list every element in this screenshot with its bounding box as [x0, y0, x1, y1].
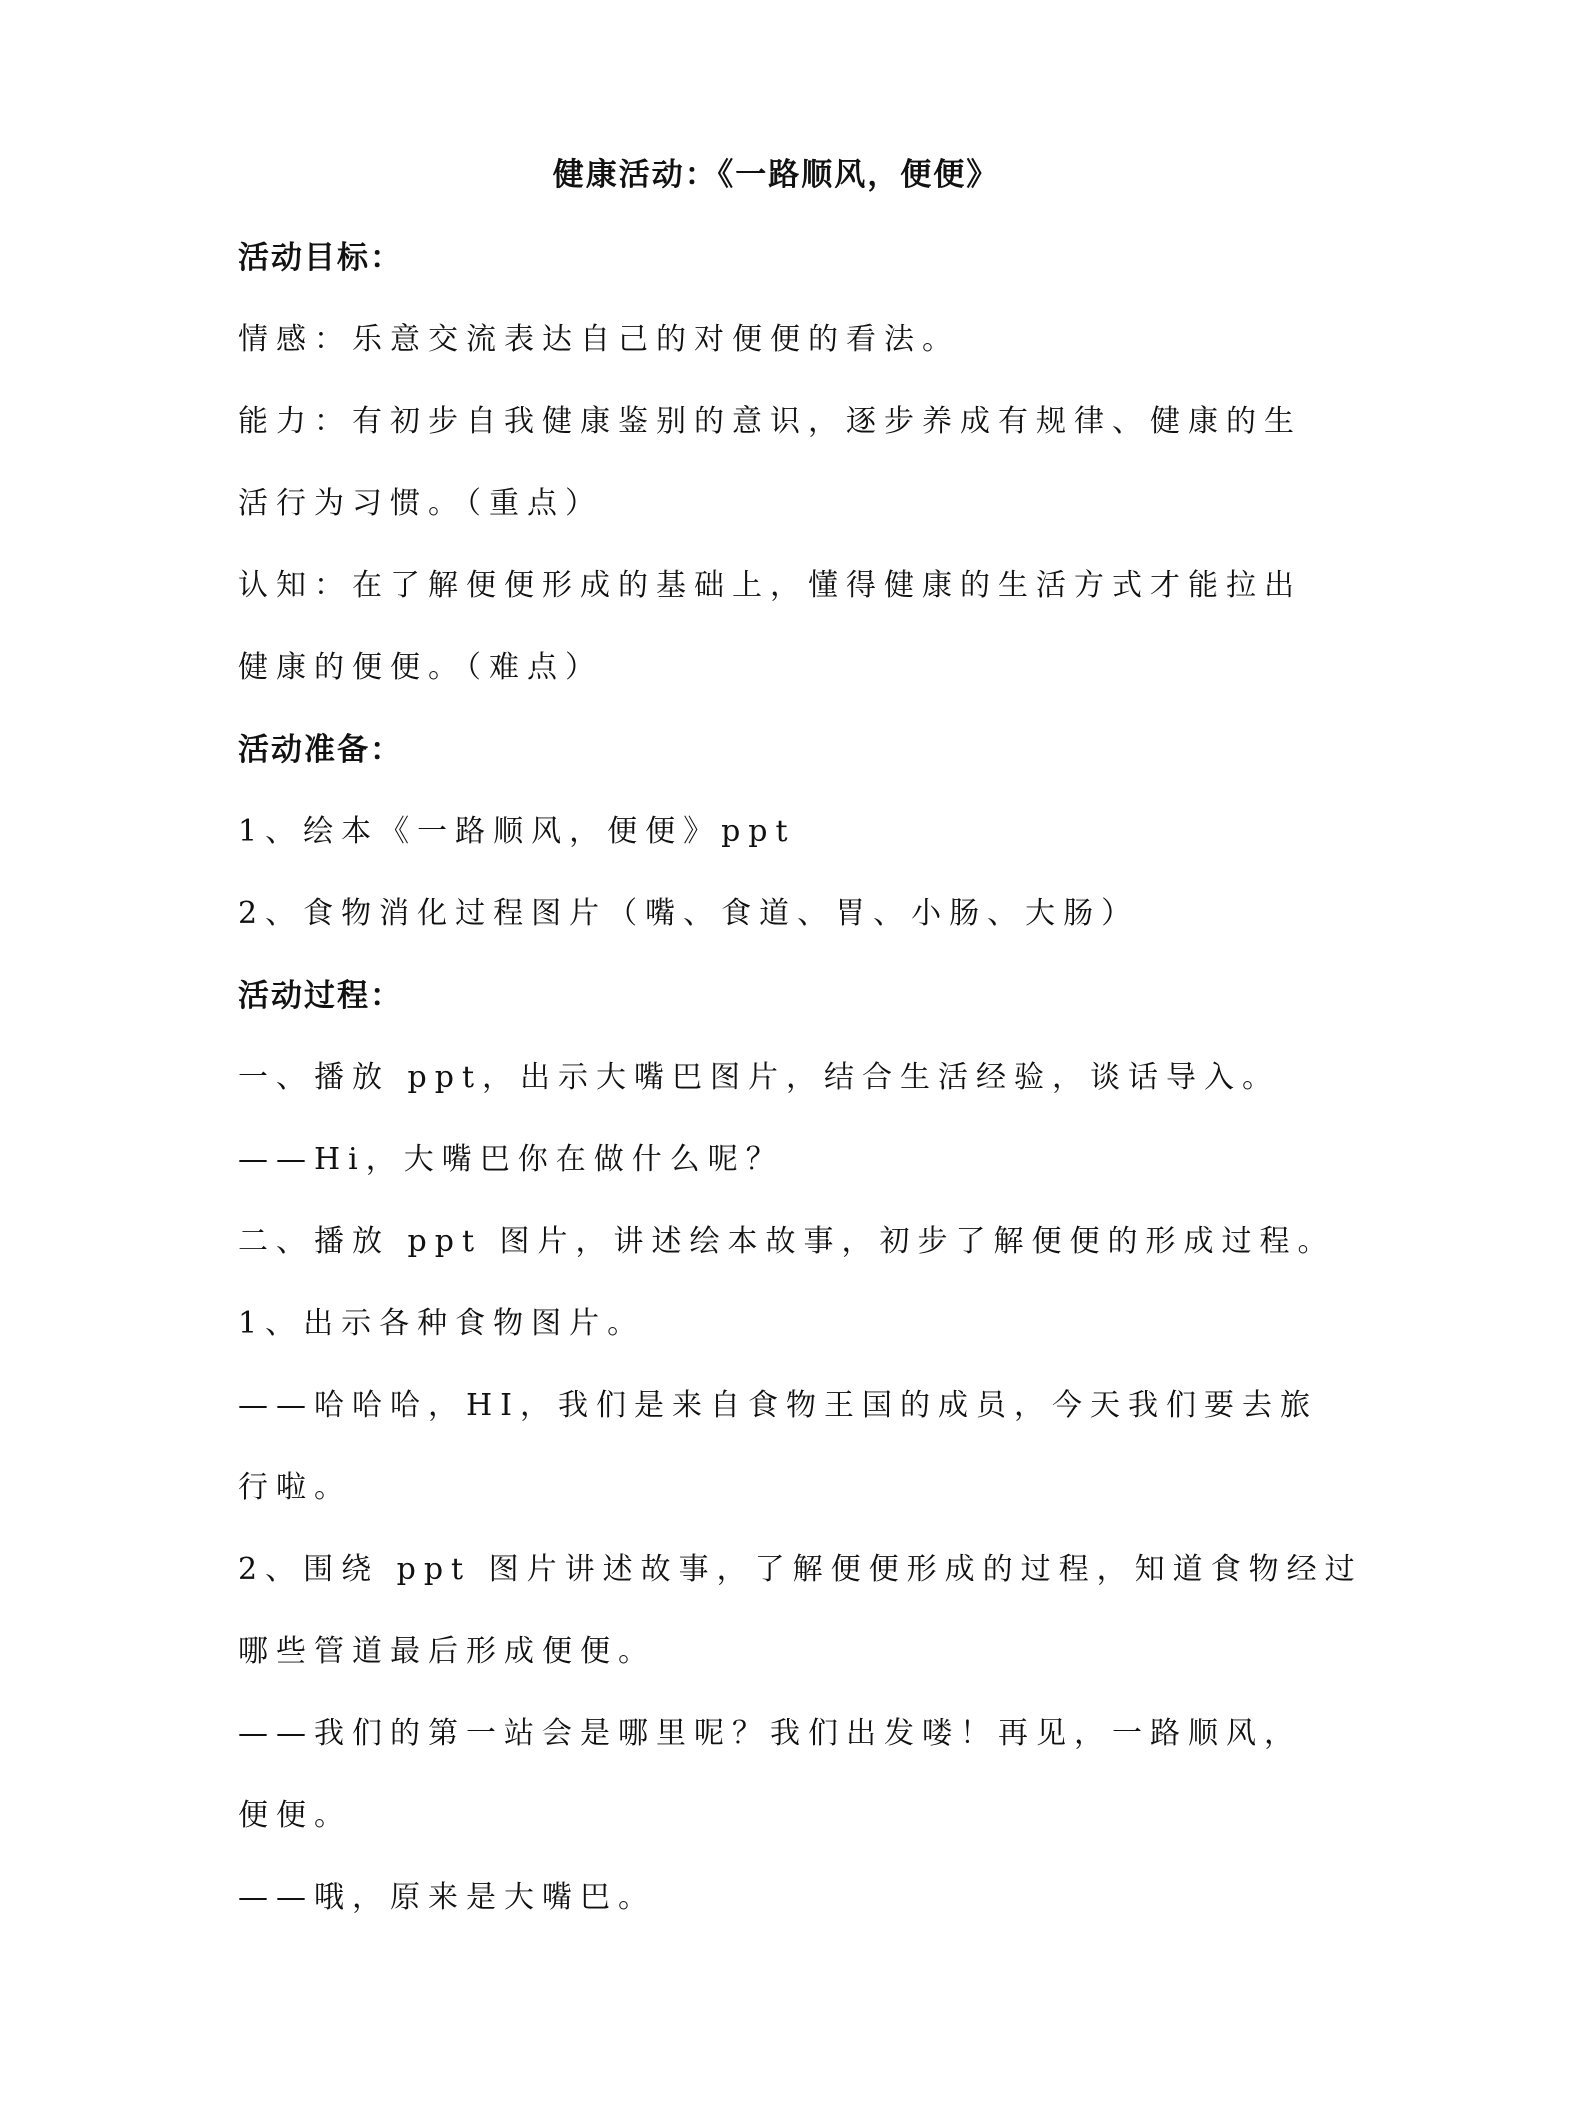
document-title: 健康活动：《一路顺风，便便》	[552, 157, 1000, 193]
paragraph-line: ——哈哈哈，HI，我们是来自食物王国的成员，今天我们要去旅	[238, 1388, 1319, 1423]
paragraph-line: 2、食物消化过程图片（嘴、食道、胃、小肠、大肠）	[238, 896, 1140, 931]
paragraph-line: 情感：乐意交流表达自己的对便便的看法。	[238, 322, 960, 357]
paragraph-line: 行啦。	[238, 1470, 352, 1505]
paragraph-line: 2、围绕 ppt 图片讲述故事，了解便便形成的过程，知道食物经过	[238, 1552, 1363, 1587]
paragraph-line: ——哦，原来是大嘴巴。	[238, 1880, 656, 1915]
section-heading: 活动准备：	[238, 732, 403, 768]
paragraph-line: 能力：有初步自我健康鉴别的意识，逐步养成有规律、健康的生	[238, 404, 1302, 439]
document-body	[238, 217, 1363, 1939]
paragraph-line: 健康的便便。（难点）	[238, 650, 603, 685]
paragraph-line: 认知：在了解便便形成的基础上，懂得健康的生活方式才能拉出	[238, 568, 1302, 603]
paragraph-line: 一、播放 ppt，出示大嘴巴图片，结合生活经验，谈话导入。	[238, 1060, 1280, 1095]
paragraph-line: 活行为习惯。（重点）	[238, 486, 603, 521]
paragraph-line: 1、绘本《一路顺风，便便》ppt	[238, 814, 796, 849]
paragraph-line: 二、播放 ppt 图片，讲述绘本故事，初步了解便便的形成过程。	[238, 1224, 1336, 1259]
section-heading: 活动目标：	[238, 240, 403, 276]
section-heading: 活动过程：	[238, 978, 403, 1014]
paragraph-line: 哪些管道最后形成便便。	[238, 1634, 656, 1669]
paragraph-line: 1、出示各种食物图片。	[238, 1306, 646, 1341]
paragraph-line: 便便。	[238, 1798, 352, 1833]
paragraph-line: ——Hi，大嘴巴你在做什么呢？	[238, 1142, 784, 1177]
paragraph-line: ——我们的第一站会是哪里呢？我们出发喽！再见，一路顺风，	[238, 1716, 1302, 1751]
